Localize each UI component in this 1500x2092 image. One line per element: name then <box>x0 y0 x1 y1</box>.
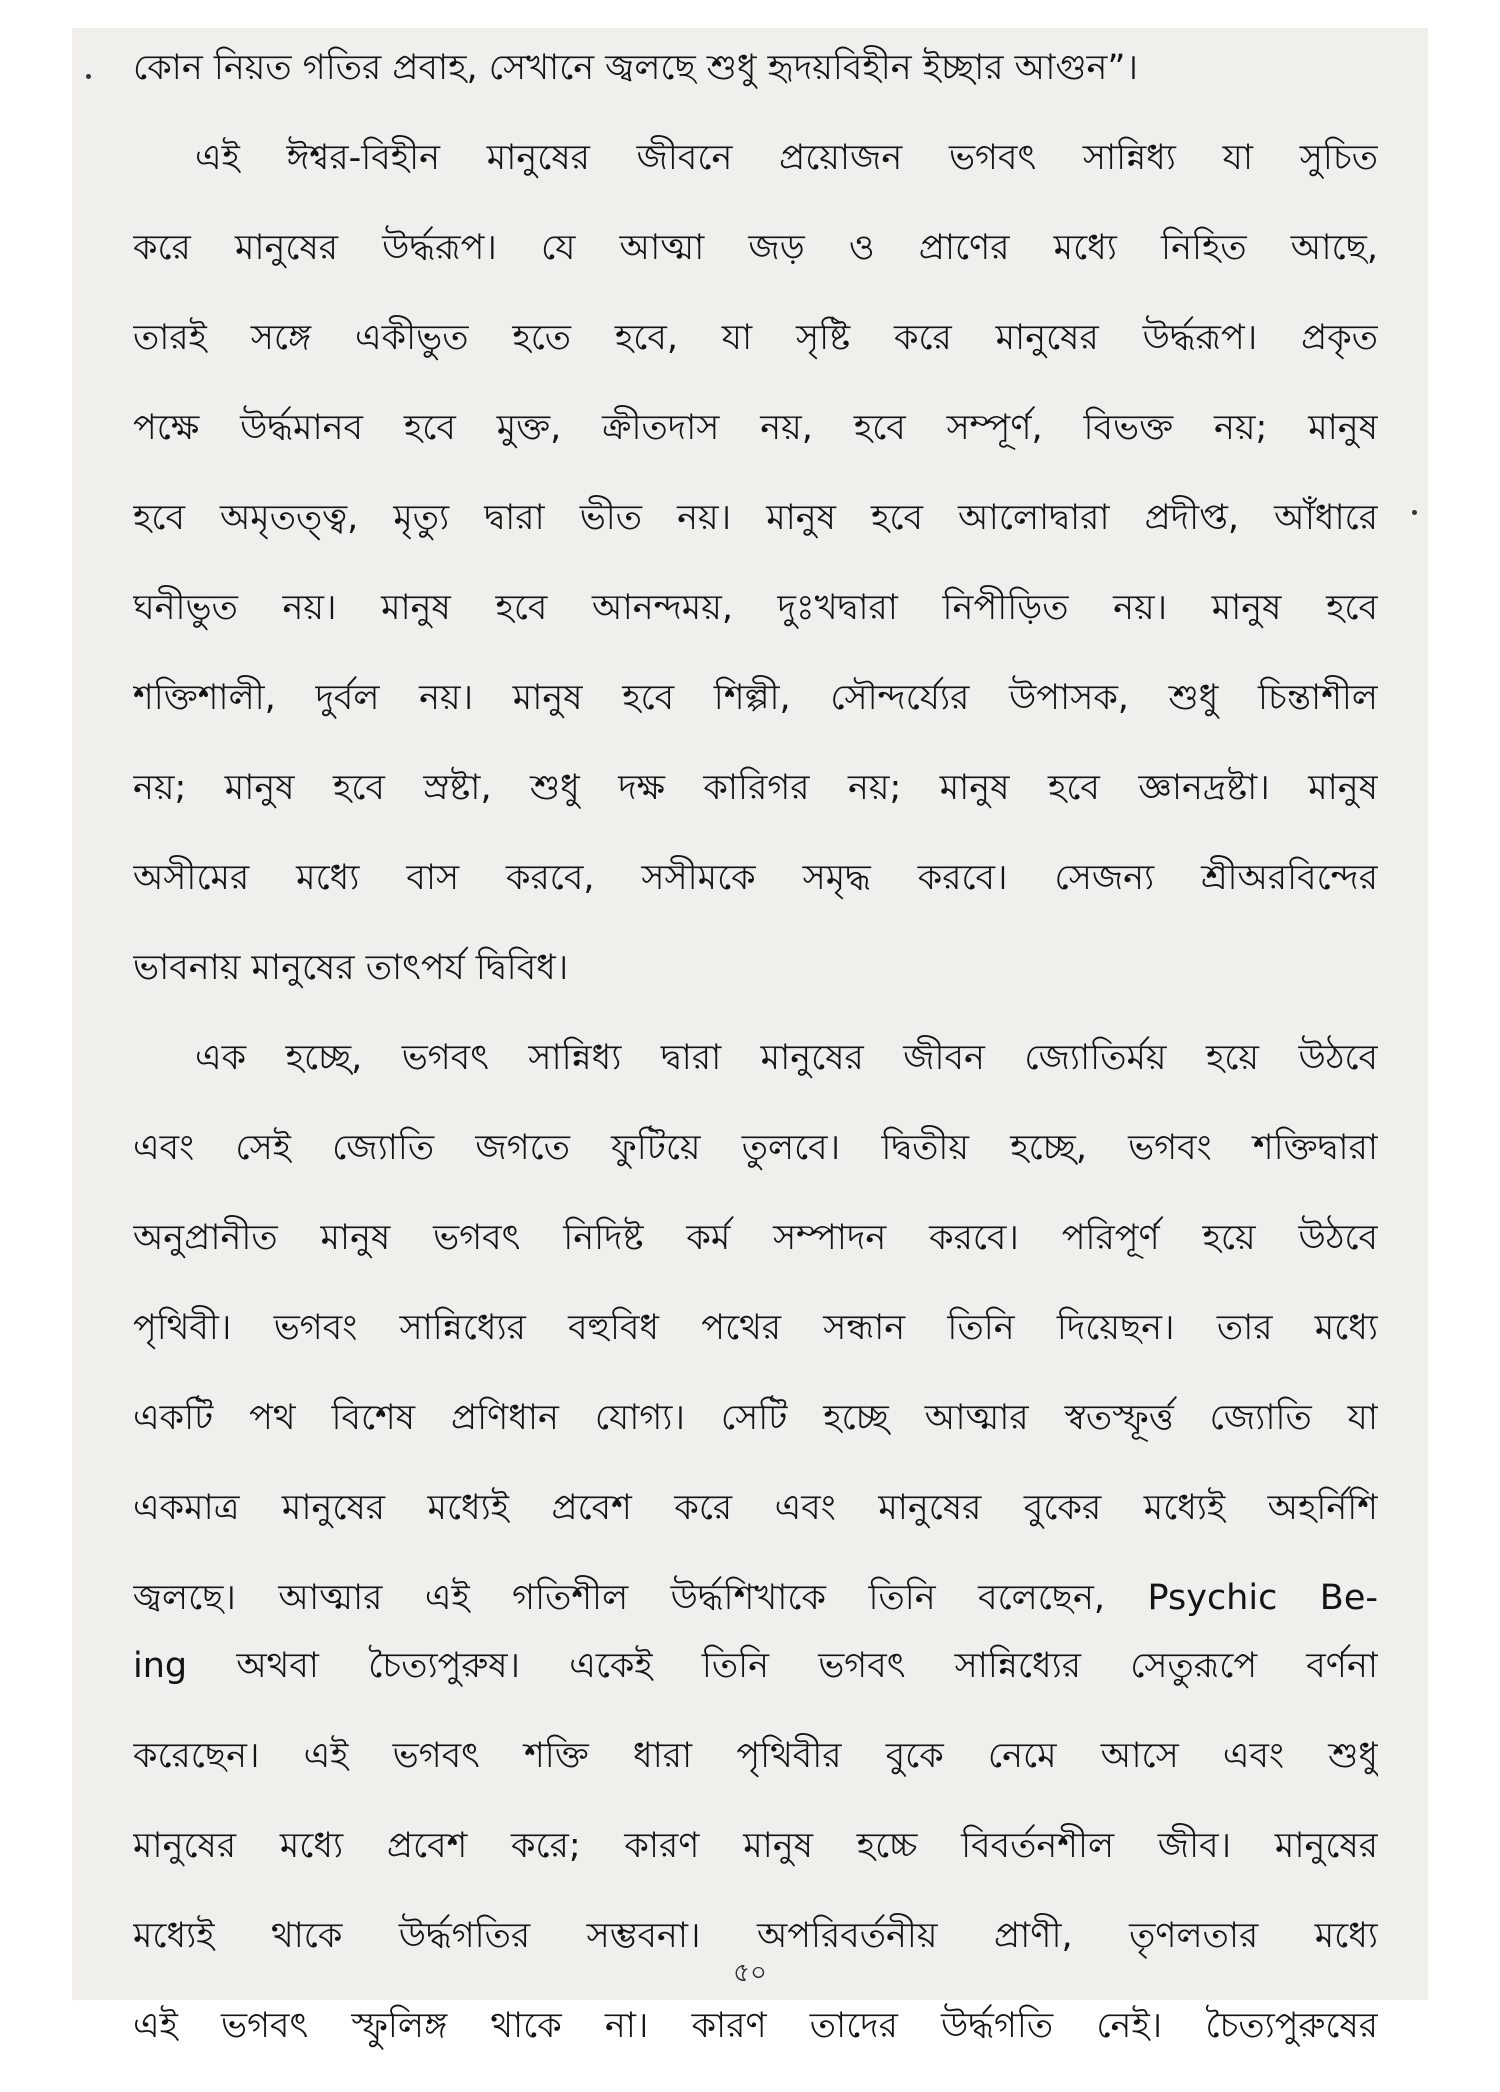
text-line: মধ্যেই থাকে উর্দ্ধগতির সম্ভবনা। অপরিবর্তনীয় প্রাণী, তৃণলতার মধ্যে <box>133 1916 1378 1956</box>
page-number: ৫০ <box>733 1958 767 1988</box>
paragraph-first-line: এই ঈশ্বর-বিহীন মানুষের জীবনে প্রয়োজন ভগবৎ সান্নিধ্য যা সুচিত <box>195 138 1378 178</box>
text-line: অসীমের মধ্যে বাস করবে, সসীমকে সমৃদ্ধ করবে। সেজন্য শ্রীঅরবিন্দের <box>133 858 1378 898</box>
text-line: ঘনীভুত নয়। মানুষ হবে আনন্দময়, দুঃখদ্বারা নিপীড়িত নয়। মানুষ হবে <box>133 588 1378 628</box>
text-line: নয়; মানুষ হবে স্রষ্টা, শুধু দক্ষ কারিগর নয়; মানুষ হবে জ্ঞানদ্রষ্টা। মানুষ <box>133 768 1378 808</box>
text-line: জ্বলছে। আত্মার এই গতিশীল উর্দ্ধশিখাকে তিনি বলেছেন, Psychic Be- <box>133 1578 1378 1618</box>
text-line: পক্ষে উর্দ্ধমানব হবে মুক্ত, ক্রীতদাস নয়, হবে সম্পূর্ণ, বিভক্ত নয়; মানুষ <box>133 408 1378 448</box>
text-line: একমাত্র মানুষের মধ্যেই প্রবেশ করে এবং মানুষের বুকের মধ্যেই অহর্নিশি <box>133 1488 1378 1528</box>
body-text <box>133 44 1378 2092</box>
stray-mark-left <box>86 74 91 79</box>
text-line: করেছেন। এই ভগবৎ শক্তি ধারা পৃথিবীর বুকে নেমে আসে এবং শুধু <box>133 1736 1378 1776</box>
text-line: এবং সেই জ্যোতি জগতে ফুটিয়ে তুলবে। দ্বিতীয় হচ্ছে, ভগবং শক্তিদ্বারা <box>133 1128 1378 1168</box>
text-line: এই ভগবৎ স্ফুলিঙ্গ থাকে না। কারণ তাদের উর্দ্ধগতি নেই। চৈত্যপুরুষের <box>133 2006 1378 2046</box>
text-line: ing অথবা চৈত্যপুরুষ। একেই তিনি ভগবৎ সান্নিধ্যের সেতুরূপে বর্ণনা <box>133 1646 1378 1686</box>
text-line: হবে অমৃতত্ত্ব, মৃত্যু দ্বারা ভীত নয়। মানুষ হবে আলোদ্বারা প্রদীপ্ত, আঁধারে <box>133 498 1378 538</box>
stray-mark-right <box>1412 510 1417 515</box>
paragraph-last-line: ভাবনায় মানুষের তাৎপর্য দ্বিবিধ। <box>133 948 569 988</box>
text-line: পৃথিবী। ভগবং সান্নিধ্যের বহুবিধ পথের সন্ধান তিনি দিয়েছন। তার মধ্যে <box>133 1308 1378 1348</box>
text-line: করে মানুষের উর্দ্ধরূপ। যে আত্মা জড় ও প্রাণের মধ্যে নিহিত আছে, <box>133 228 1378 268</box>
text-line: কোন নিয়ত গতির প্রবাহ, সেখানে জ্বলছে শুধু হৃদয়বিহীন ইচ্ছার আগুন”। <box>133 48 1139 88</box>
text-line: তারই সঙ্গে একীভুত হতে হবে, যা সৃষ্টি করে মানুষের উর্দ্ধরূপ। প্রকৃত <box>133 318 1378 358</box>
text-line: অনুপ্রানীত মানুষ ভগবৎ নিদিষ্ট কর্ম সম্পাদন করবে। পরিপূর্ণ হয়ে উঠবে <box>133 1218 1378 1258</box>
paragraph-first-line: এক হচ্ছে, ভগবৎ সান্নিধ্য দ্বারা মানুষের জীবন জ্যোতির্ময় হয়ে উঠবে <box>195 1038 1378 1078</box>
text-line: শক্তিশালী, দুর্বল নয়। মানুষ হবে শিল্পী, সৌন্দর্য্যের উপাসক, শুধু চিন্তাশীল <box>133 678 1378 718</box>
text-line: মানুষের মধ্যে প্রবেশ করে; কারণ মানুষ হচ্চে বিবর্তনশীল জীব। মানুষের <box>133 1826 1378 1866</box>
text-line: একটি পথ বিশেষ প্রণিধান যোগ্য। সেটি হচ্ছে আত্মার স্বতস্ফূর্ত্ত জ্যোতি যা <box>133 1398 1378 1438</box>
